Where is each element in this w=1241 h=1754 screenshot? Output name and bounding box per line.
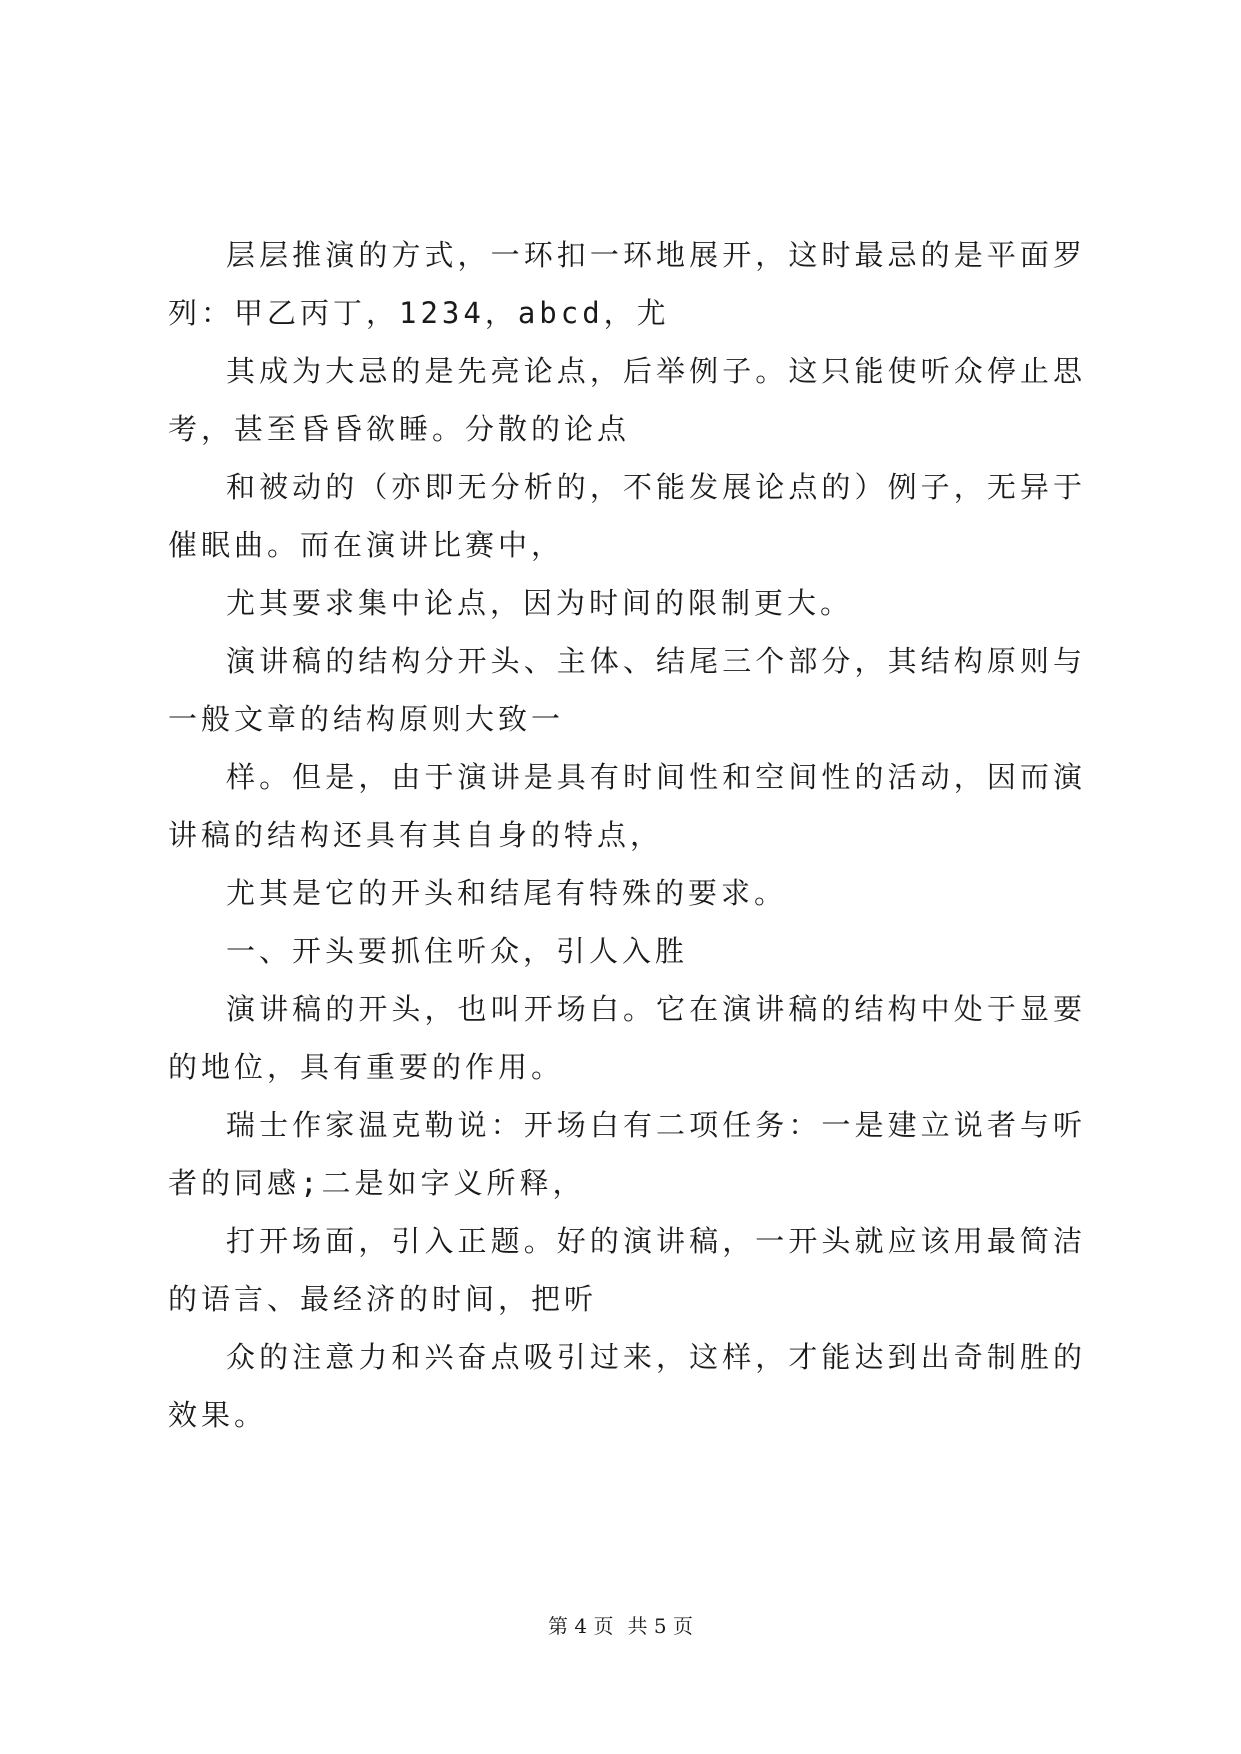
paragraph: 样。但是，由于演讲是具有时间性和空间性的活动，因而演讲稿的结构还具有其自身的特点， bbox=[168, 760, 1086, 852]
section-heading: 一、开头要抓住听众，引人入胜 bbox=[226, 934, 689, 968]
page-number: 第 4 页 bbox=[548, 1614, 614, 1638]
paragraph: 尤其是它的开头和结尾有特殊的要求。 bbox=[226, 876, 788, 910]
paragraph: 众的注意力和兴奋点吸引过来，这样，才能达到出奇制胜的效果。 bbox=[168, 1340, 1086, 1432]
page-footer bbox=[0, 1610, 1241, 1639]
paragraph: 演讲稿的开头，也叫开场白。它在演讲稿的结构中处于显要的地位，具有重要的作用。 bbox=[168, 992, 1086, 1084]
paragraph: 打开场面，引入正题。好的演讲稿，一开头就应该用最简洁的语言、最经济的时间，把听 bbox=[168, 1224, 1086, 1316]
paragraph: 层层推演的方式，一环扣一环地展开，这时最忌的是平面罗列：甲乙丙丁，1234，abcd，尤 bbox=[168, 238, 1086, 330]
paragraph: 瑞士作家温克勒说：开场白有二项任务：一是建立说者与听者的同感;二是如字义所释， bbox=[168, 1108, 1086, 1200]
paragraph: 其成为大忌的是先亮论点，后举例子。这只能使听众停止思考，甚至昏昏欲睡。分散的论点 bbox=[168, 354, 1086, 446]
paragraph: 和被动的（亦即无分析的，不能发展论点的）例子，无异于催眠曲。而在演讲比赛中， bbox=[168, 470, 1086, 562]
paragraph: 尤其要求集中论点，因为时间的限制更大。 bbox=[226, 586, 854, 620]
document-body bbox=[168, 226, 1086, 1444]
paragraph: 演讲稿的结构分开头、主体、结尾三个部分，其结构原则与一般文章的结构原则大致一 bbox=[168, 644, 1086, 736]
page-total: 共 5 页 bbox=[627, 1614, 693, 1638]
